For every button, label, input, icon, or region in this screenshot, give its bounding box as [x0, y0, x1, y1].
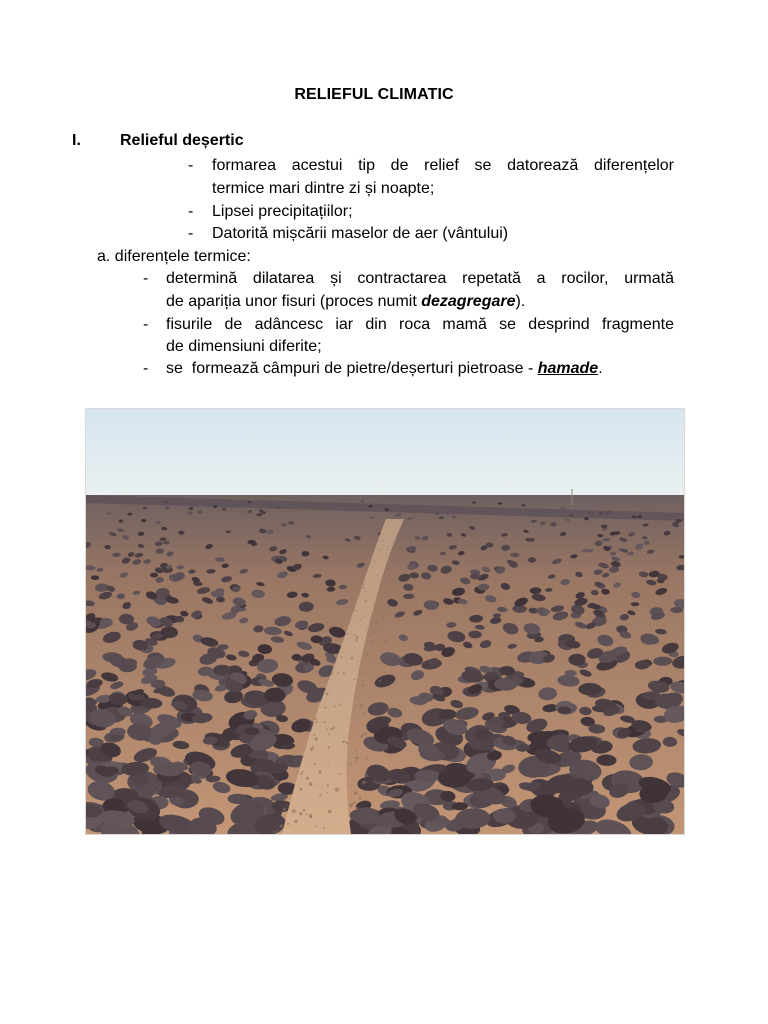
- pebble: [335, 788, 339, 792]
- pebble: [362, 781, 365, 784]
- item-text: [166, 357, 603, 380]
- pebble: [363, 584, 364, 585]
- pebble: [393, 584, 394, 585]
- pebble: [310, 748, 313, 751]
- pebble: [294, 820, 298, 824]
- pebble: [328, 762, 329, 763]
- pebble: [351, 657, 353, 659]
- pebble: [356, 610, 358, 612]
- pebble: [343, 672, 345, 674]
- stone: [156, 588, 170, 597]
- pebble: [273, 831, 275, 833]
- pebble: [367, 654, 368, 655]
- sky: [86, 409, 684, 509]
- stone: [578, 683, 601, 695]
- pebble: [324, 721, 326, 723]
- bullet-dash: -: [188, 225, 194, 242]
- pebble: [359, 594, 361, 596]
- pebble: [315, 721, 317, 723]
- pebble: [350, 763, 352, 765]
- pebble: [355, 751, 357, 753]
- pebble: [338, 672, 339, 673]
- item-text-part: de apariția unor fisuri (proces numit: [166, 293, 422, 310]
- stone: [213, 665, 232, 676]
- pebble: [313, 734, 315, 736]
- stone: [91, 575, 99, 580]
- pebble: [327, 792, 328, 793]
- pebble: [277, 829, 279, 831]
- pebble: [354, 679, 356, 681]
- pebble: [309, 782, 313, 786]
- pebble: [372, 623, 373, 624]
- pebble: [356, 761, 358, 763]
- pebble: [326, 692, 329, 695]
- pebble: [365, 591, 367, 593]
- pebble: [300, 773, 302, 775]
- pebble: [383, 540, 384, 541]
- pebble: [395, 543, 396, 544]
- pebble: [327, 784, 329, 786]
- pebble: [286, 804, 288, 806]
- stone: [301, 551, 309, 557]
- pebble: [312, 746, 314, 748]
- pebble: [380, 550, 381, 551]
- pebble: [314, 763, 316, 765]
- pebble: [373, 604, 374, 605]
- section-number: I.: [72, 132, 81, 149]
- pebble: [339, 703, 341, 705]
- bullet-dash: -: [188, 157, 194, 174]
- item-text-part: .: [598, 360, 603, 377]
- pebble: [379, 540, 380, 541]
- pebble: [349, 622, 350, 623]
- pebble: [365, 601, 367, 603]
- item-text-continued: [166, 290, 525, 313]
- desert-photo: [85, 408, 685, 835]
- pebble: [360, 619, 362, 621]
- pebble: [381, 631, 383, 633]
- pebble: [378, 667, 379, 668]
- pebble: [384, 585, 386, 587]
- pebble: [393, 578, 394, 579]
- pebble: [391, 541, 392, 542]
- pebble: [349, 803, 353, 807]
- pebble: [360, 704, 363, 707]
- pebble: [374, 632, 376, 634]
- pebble: [362, 712, 364, 714]
- bullet-text: Datorită mișcării maselor de aer (vântului): [212, 225, 509, 242]
- pebble: [340, 773, 342, 775]
- pebble: [316, 826, 318, 828]
- pebble: [358, 758, 360, 760]
- pebble: [381, 660, 383, 662]
- pebble: [386, 555, 387, 556]
- pebble: [378, 549, 379, 550]
- pebble: [391, 582, 393, 584]
- pebble: [371, 641, 373, 643]
- item-text-part: se formează câmpuri de pietre/deșerturi pietroase -: [166, 360, 538, 377]
- pebble: [342, 740, 345, 743]
- bullet-text-continued: termice mari dintre zi și noapte;: [212, 180, 435, 197]
- pebble: [327, 746, 329, 748]
- stone: [311, 635, 323, 643]
- desert-photo-image: [86, 409, 684, 834]
- pebble: [380, 587, 382, 589]
- pebble: [319, 795, 321, 797]
- pebble: [299, 812, 302, 815]
- page-title: RELIEFUL CLIMATIC: [294, 86, 454, 103]
- item-dash: -: [143, 360, 149, 377]
- pebble: [374, 560, 375, 561]
- pebble: [355, 638, 357, 640]
- pebble: [364, 615, 365, 616]
- pebble: [334, 705, 336, 707]
- pebble: [399, 541, 400, 542]
- pebble: [303, 809, 306, 812]
- pebble: [356, 807, 359, 810]
- pebble: [397, 558, 398, 559]
- pebble: [370, 561, 372, 563]
- item-text-continued: de dimensiuni diferite;: [166, 338, 322, 355]
- pebble: [282, 808, 285, 811]
- bullet-text: Lipsei precipitațiilor;: [212, 203, 353, 220]
- pebble: [384, 642, 386, 644]
- pebble: [362, 734, 364, 736]
- pebble: [346, 742, 348, 744]
- pebble: [393, 574, 394, 575]
- pebble: [354, 791, 358, 795]
- item-text-part: ).: [515, 293, 526, 310]
- pebble: [309, 814, 313, 818]
- pebble: [347, 633, 349, 635]
- pebble: [377, 614, 379, 616]
- pebble: [306, 777, 309, 780]
- pebble: [318, 770, 321, 773]
- pebble: [343, 746, 344, 747]
- bullet-dash: -: [188, 203, 194, 220]
- subsection-label: a. diferențele termice:: [97, 248, 251, 265]
- pebble: [341, 656, 343, 658]
- pebble: [388, 546, 389, 547]
- pebble: [366, 757, 368, 759]
- pebble: [315, 717, 317, 719]
- pebble: [362, 586, 363, 587]
- pebble: [354, 634, 356, 636]
- pebble: [364, 732, 367, 735]
- pebble: [384, 592, 386, 594]
- pebble: [381, 584, 382, 585]
- term-hamade: hamade: [537, 360, 599, 377]
- pebble: [388, 575, 389, 576]
- stone: [292, 654, 302, 661]
- pebble: [333, 727, 335, 729]
- pebble: [359, 620, 360, 621]
- pebble: [328, 810, 332, 814]
- pebble: [359, 797, 362, 800]
- pebble: [330, 728, 333, 731]
- pebble: [356, 640, 358, 642]
- term-dezagregare: dezagregare: [421, 293, 516, 310]
- pebble: [369, 634, 371, 636]
- pebble: [377, 575, 378, 576]
- pebble: [297, 771, 299, 773]
- item-dash: -: [143, 316, 149, 333]
- pebble: [280, 824, 283, 827]
- pebble: [386, 549, 387, 550]
- pebble: [323, 827, 325, 829]
- pebble: [391, 576, 392, 577]
- pebble: [327, 729, 328, 730]
- pebble: [315, 737, 318, 740]
- bullet-text: formarea acestui tip de relief se datorează diferențelor: [212, 157, 674, 174]
- pebble: [382, 616, 384, 618]
- pebble: [353, 801, 356, 804]
- pebble: [366, 655, 368, 657]
- pebble: [355, 757, 358, 760]
- pebble: [385, 639, 387, 641]
- pebble: [325, 706, 327, 708]
- item-dash: -: [143, 270, 149, 287]
- item-text: fisurile de adâncesc iar din roca mamă se desprind fragmente: [166, 316, 674, 333]
- pebble: [328, 733, 330, 735]
- pebble: [388, 607, 390, 609]
- pebble: [302, 771, 304, 773]
- pebble: [365, 759, 367, 761]
- item-text: determină dilatarea și contractarea repetată a rocilor, urmată: [166, 270, 674, 287]
- pebble: [375, 621, 377, 623]
- pebble: [353, 609, 355, 611]
- pebble: [332, 673, 334, 675]
- pebble: [390, 552, 391, 553]
- pebble: [361, 684, 364, 687]
- pebble: [336, 654, 338, 656]
- pebble: [306, 813, 308, 815]
- pebble: [287, 823, 289, 825]
- pebble: [351, 784, 352, 785]
- pebble: [365, 671, 367, 673]
- pebble: [292, 809, 296, 813]
- pebble: [355, 697, 356, 698]
- pebble: [379, 680, 381, 682]
- pebble: [382, 621, 384, 623]
- pebble: [363, 587, 365, 589]
- section-title: Relieful deșertic: [120, 132, 244, 149]
- pebble: [378, 605, 379, 606]
- pebble: [299, 788, 302, 791]
